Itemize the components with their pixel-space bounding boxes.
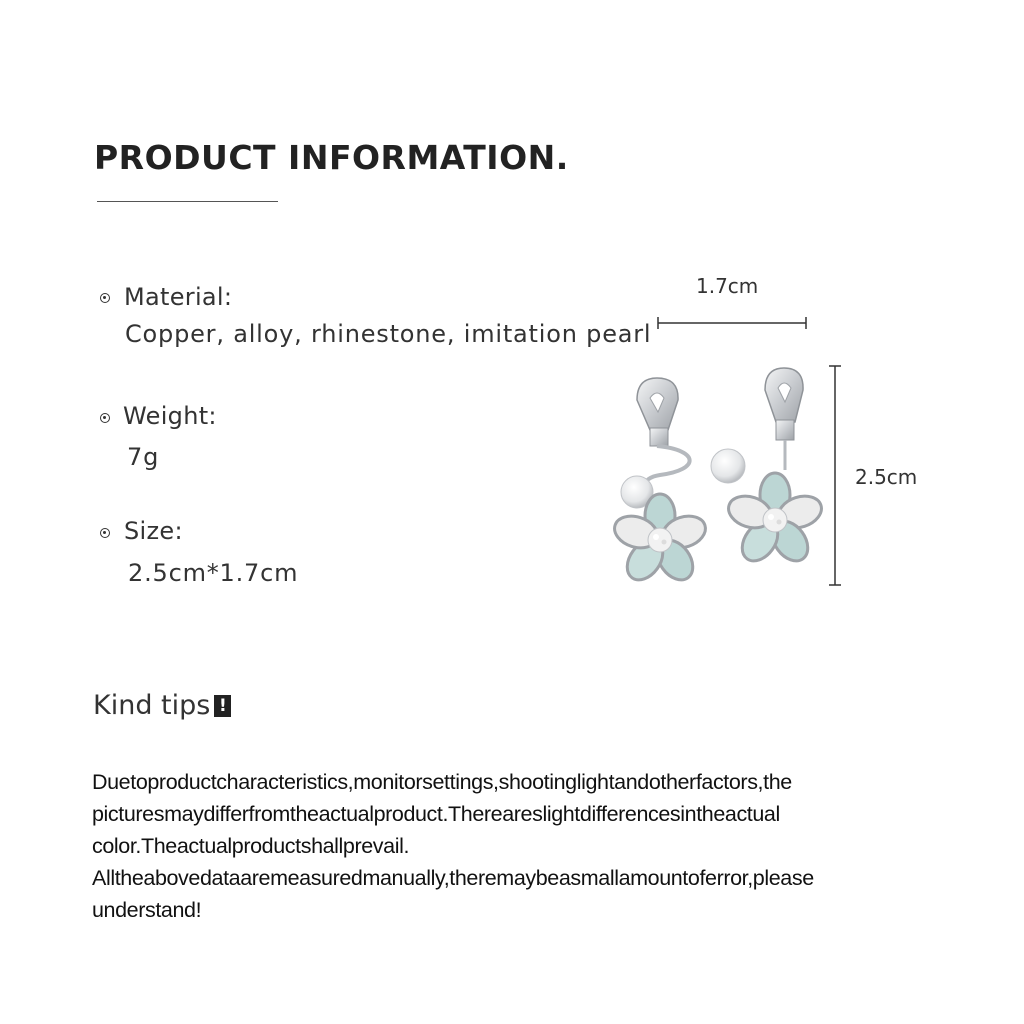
left-earring <box>610 378 709 587</box>
width-dimension-line <box>658 317 806 329</box>
width-dimension-label: 1.7cm <box>696 274 759 298</box>
tips-line: Duetoproductcharacteristics,monitorsettings,shootinglightandotherfactors,the <box>92 770 792 794</box>
tips-line: color.Theactualproductshallprevail. <box>92 834 410 858</box>
kind-tips-heading <box>93 690 231 721</box>
weight-label: Weight: <box>123 402 217 430</box>
weight-value: 7g <box>127 443 160 471</box>
tips-line: Alltheabovedataaremeasuredmanually,theremaybeasmallamountoferror,please <box>92 866 814 890</box>
height-dimension-label: 2.5cm <box>855 465 918 489</box>
page-title: PRODUCT INFORMATION. <box>94 138 569 177</box>
kind-tips-title: Kind tips <box>93 690 211 721</box>
right-earring <box>711 368 826 568</box>
tips-line: picturesmaydifferfromtheactualproduct.Thereareslightdifferencesintheactual <box>92 802 780 826</box>
kind-tips-body <box>92 766 932 926</box>
material-label: Material: <box>124 283 233 311</box>
height-dimension-line <box>829 366 841 585</box>
tips-line: understand! <box>92 898 202 922</box>
exclamation-icon: ! <box>214 695 231 717</box>
material-value: Copper, alloy, rhinestone, imitation pearl <box>125 320 652 348</box>
size-value: 2.5cm*1.7cm <box>128 559 299 587</box>
size-label: Size: <box>124 517 183 545</box>
